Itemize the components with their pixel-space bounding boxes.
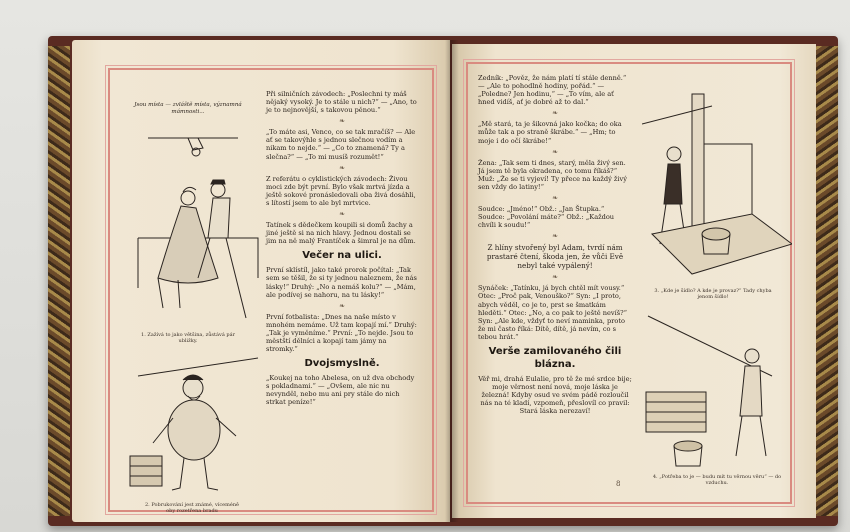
ornament: ❧ [552, 194, 558, 203]
book-gutter-shadow [445, 40, 459, 522]
ornament: ❧ [339, 210, 345, 219]
left-para-3: Z referátu o cyklistických závodech: Živou moci zde být první. Bylo však mrtvá jízda a ještě sokové pronásledovali oba živá dosáhli, s lítostí jsem to ale byl mrtvice. [266, 174, 416, 207]
right-court: Soudce: „Jméno!“ Obž.: „Jan Štupka.“ Soudce: „Povolání máte?“ Obž.: „Každou chvíli k soudu!“ [478, 205, 615, 230]
caption-3: 3. „Kde je šídlo? A kde je provaz?“ Tady chyba jenom šídlo! [654, 288, 772, 300]
left-text-column [266, 90, 418, 410]
illustration-couple-bench [118, 128, 268, 328]
marbled-edge-right [814, 46, 838, 516]
right-page [452, 44, 816, 518]
left-page [72, 40, 450, 522]
ornament: ❧ [339, 301, 345, 310]
illustration-fat-man [128, 348, 268, 498]
right-dialog-top: Zedník: „Pověz, že nám platí tí stále denně.“ — „Ale to pohodlně hodiny, pořád.“ — „Poledne? Jen hodinu,“ — „To vím, ale ať hned vidíš, ať je dobré až to dal.“ [478, 74, 627, 107]
left-para-4: Tatínek s dědečkem koupili si domů žachy a jiné ještě si na nich hlavy. Jednou dostali se jim na ně malý Frantíček a šimral je na dům. [266, 221, 416, 246]
right-poem-1: Z hlíny stvořený byl Adam, tvrdí nám prastaré čtení, škoda jen, že vůči Evě nebyl také vypálený! [486, 243, 624, 271]
right-poem-2: Věř mi, drahá Eulalie, pro tě že mé srdce bije; moje věrnost není nová, moje láska je železná! Kdyby osud ve svém pádě rozloučil nás na té kladí, vzpomeň, přeslovíl co pravil: Stará láska nerezaví! [478, 374, 632, 416]
ornament: ❧ [552, 232, 558, 241]
left-para-5: „Koukej na toho Abelesa, on už dva obchody s pokladnami.“ — „Ovšem, ale nic nu nevynděl, nebo mu ani pry stále do nich strkat peníze!“ [266, 374, 415, 407]
illustration-well-pump [642, 84, 792, 294]
right-dialog-3: Synáček: „Tatínku, já bych chtěl mít vousy.“ Otec: „Proč pak, Venouško?“ Syn: „I proto, abych věděl, co je to, prst se šmatkám hleděti.“ Otec: „No, a co pak to ještě nevíš?“ Syn: „Ale kde, vždyť to neví maminka, proto že mi často říká: Dítě, dítě, já nevím, co s tebou hrát.“ [478, 284, 628, 341]
right-text-column [478, 74, 632, 418]
page-number: 8 [616, 480, 621, 488]
caption-1: 1. Zažívá to jako většina, zůstává pár ubližky. [141, 332, 235, 344]
illustration-man-with-pole [642, 306, 792, 476]
heading-evening: Večer na ulici. [302, 250, 382, 262]
heading-ambiguous: Dvojsmyslně. [304, 358, 380, 370]
ornament: ❧ [339, 163, 345, 172]
left-dialog-1: První sklístíl, jako také prorok počítal: „Tak sem se těšil, že si ty jednou naleznem, že nás lásky!“ Druhý: „No a nemáš kolu?“ — „Mám, ale podívej se nahoru, na tu lásky!“ [266, 266, 417, 299]
left-dialog-2: První fotbalista: „Dnes na naše místo v mnohém nemáme. Už tam kopají mí.“ Druhý: „Tak je vyměníme.“ První: „To nejde. Jsou to městští dělníci a kopají tam jámy na stromky.“ [266, 312, 417, 354]
caption-4: 4. „Potřeba to je — budu mít tu věrnou věru“ — do vzduchu. [652, 474, 782, 486]
heading-verses: Verše zamilovaného čili blázna. [488, 345, 622, 370]
ornament: ❧ [339, 117, 345, 126]
right-dialog-2: Žena: „Tak sem ti dnes, starý, měla živý sen. Já jsem tě byla okradena, co tomu říkáš?“ Muž: „Že se ti vyjeví! Ty přece na každý živý sen vždy do latiny!“ [478, 158, 627, 191]
marbled-edge-left [48, 46, 70, 516]
ornament: ❧ [552, 109, 558, 118]
left-para-2: „To máte asi, Venco, co se tak mračíš? — Ale ať se takovýhle s jednou slečnou vodím a nikam to nejde.“ — „Co to znamená? Ty a slečna?“ — „To mi musíš rozumět!“ [266, 128, 416, 161]
ornament: ❧ [552, 273, 558, 282]
caption-2: 2. Pobrukování jest známé, víceméně oby rozetřena bradu [144, 502, 240, 514]
right-para-1: „Mě stará, ta je šikovná jako kočka; do oka může tak a po straně škrábe.“ — „Hm; to moje i do očí škrábe!“ [478, 120, 622, 145]
cartoon-title: Jsou místa — zvláště místa, významná mámnosti... [134, 102, 242, 115]
ornament: ❧ [552, 147, 558, 156]
left-para-1: Při silničních závodech: „Poslechni ty máš nějaký vysoký. Je to stále u nich?“ — „Ano, to je to nejnovější, s takovou pěnou.“ [266, 90, 417, 115]
